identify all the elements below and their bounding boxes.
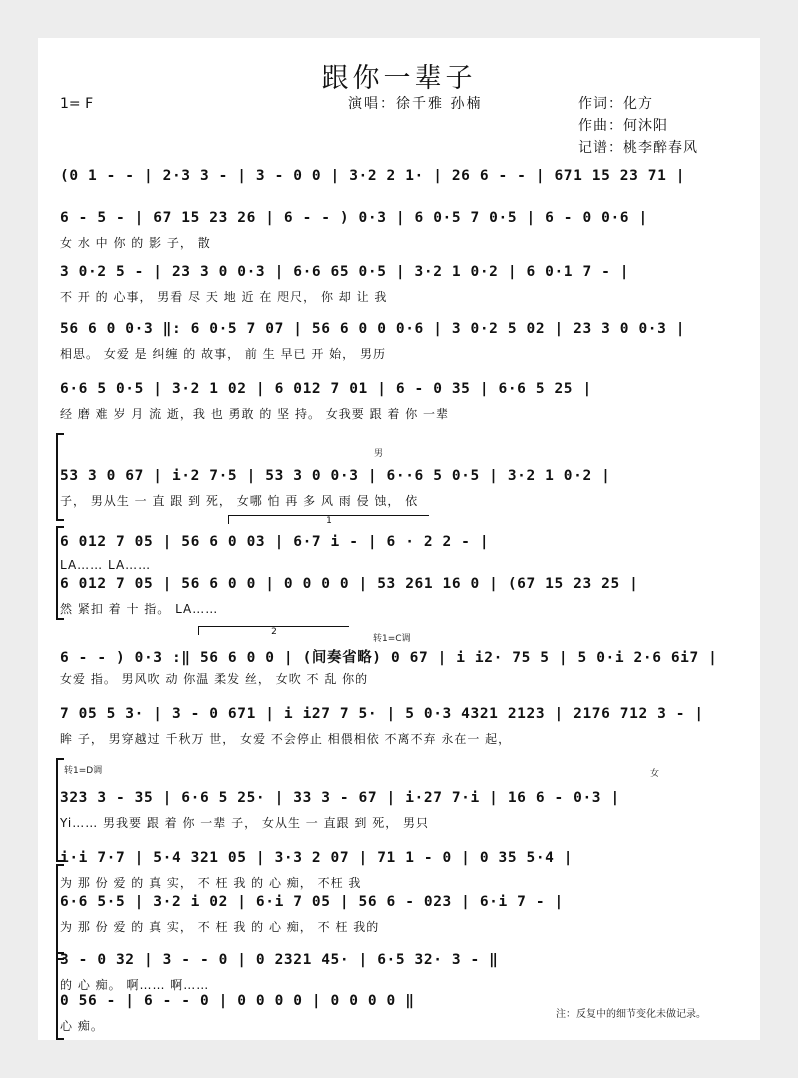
credits-block <box>578 93 698 159</box>
score-line <box>60 468 750 520</box>
notes-row: 6 012 7 05 | 56 6 0 0 | 0 0 0 0 | 53 261 16 0 | (67 15 23 25 | <box>60 576 639 592</box>
score-line <box>60 790 750 842</box>
lyrics-row: 眸 子， 男穿越过 千秋万 世， 女爱 不会停止 相偎相依 不离不弃 永在一 起， <box>60 732 512 746</box>
volta-2-marker: 2 <box>198 626 349 635</box>
notes-row: 6 012 7 05 | 56 6 0 03 | 6·7 i - | 6 · 2 2 - | <box>60 534 490 550</box>
notes-row: 0 56 - | 6 - - 0 | 0 0 0 0 | 0 0 0 0 ‖ <box>60 993 415 1009</box>
notes-row: 53 3 0 67 | i·2 7·5 | 53 3 0 0·3 | 6··6 5 0·5 | 3·2 1 0·2 | <box>60 468 611 484</box>
notes-row: 6 - 5 - | 67 15 23 26 | 6 - - ) 0·3 | 6 0·5 7 0·5 | 6 - 0 0·6 | <box>60 210 648 226</box>
notes-row: 6·6 5 0·5 | 3·2 1 02 | 6 012 7 01 | 6 - 0 35 | 6·6 5 25 | <box>60 381 592 397</box>
modulation-d-label: 转1=D调 <box>64 766 103 776</box>
notes-row: 6 - - ) 0·3 :‖ 56 6 0 0 | (间奏省略) 0 67 | i i2· 75 5 | 5 0·i 2·6 6i7 | <box>60 650 718 666</box>
key-signature: 1= F <box>60 96 94 112</box>
transcriber-credit: 记谱：桃李醉春风 <box>578 140 698 156</box>
lyrics-row: 女 水 中 你 的 影 子， 散 <box>60 236 211 250</box>
footnote: 注：反复中的细节变化未做记录。 <box>556 1009 706 1020</box>
score-line <box>60 210 750 262</box>
score-line <box>60 706 750 758</box>
score-sheet <box>38 38 760 1040</box>
composer-credit: 作曲：何沐阳 <box>578 118 668 134</box>
notes-row: 7 05 5 3· | 3 - 0 671 | i i27 7 5· | 5 0·3 4321 2123 | 2176 712 3 - | <box>60 706 704 722</box>
score-line <box>60 576 750 628</box>
notes-row: 3 0·2 5 - | 23 3 0 0·3 | 6·6 65 0·5 | 3·2 1 0·2 | 6 0·1 7 - | <box>60 264 630 280</box>
notes-row: 6·6 5·5 | 3·2 i 02 | 6·i 7 05 | 56 6 - 023 | 6·i 7 - | <box>60 894 564 910</box>
song-title: 跟你一辈子 <box>321 63 477 94</box>
lyrics-row: 为 那 份 爱 的 真 实， 不 枉 我 的 心 痴， 不 枉 我的 <box>60 920 380 934</box>
score-line <box>60 321 750 373</box>
lyrics-row: 然 紧扣 着 十 指。 LA…… <box>60 602 219 616</box>
notes-row: 56 6 0 0·3 ‖: 6 0·5 7 07 | 56 6 0 0 0·6 | 3 0·2 5 02 | 23 3 0 0·3 | <box>60 321 686 337</box>
notes-row: (0 1 - - | 2·3 3 - | 3 - 0 0 | 3·2 2 1· | 26 6 - - | 671 15 23 71 | <box>60 168 686 184</box>
score-line <box>60 646 750 698</box>
lyrics-row: 心 痴。 <box>60 1019 104 1033</box>
lyricist-credit: 作词：化方 <box>578 96 653 112</box>
lyrics-row: LA…… LA…… <box>60 558 152 572</box>
male-part-tag: 男 <box>374 449 384 459</box>
lyrics-row: 相思。 女爱 是 纠缠 的 故事， 前 生 早已 开 始， 男历 <box>60 347 386 361</box>
modulation-c-label: 转1=C调 <box>373 634 411 644</box>
notes-row: 3 - 0 32 | 3 - - 0 | 0 2321 45· | 6·5 32· 3 - ‖ <box>60 952 499 968</box>
singers: 演唱：徐千雅 孙楠 <box>348 96 483 112</box>
lyrics-row: 为 那 份 爱 的 真 实， 不 枉 我 的 心 痴， 不枉 我 <box>60 876 362 890</box>
volta-1-marker: 1 <box>228 515 429 524</box>
lyrics-row: 女爱 指。 男风吹 动 你温 柔发 丝， 女吹 不 乱 你的 <box>60 672 369 686</box>
score-line <box>60 264 750 316</box>
lyrics-row: 不 开 的 心事， 男看 尽 天 地 近 在 咫尺， 你 却 让 我 <box>60 290 388 304</box>
lyrics-row: 经 磨 难 岁 月 流 逝，我 也 勇敢 的 坚 持。 女我要 跟 着 你 一辈 <box>60 407 450 421</box>
notes-row: i·i 7·7 | 5·4 321 05 | 3·3 2 07 | 71 1 - 0 | 0 35 5·4 | <box>60 850 574 866</box>
lyrics-row: Yi…… 男我要 跟 着 你 一辈 子， 女从生 一 直跟 到 死， 男只 <box>60 816 430 830</box>
lyrics-row: 子， 男从生 一 直 跟 到 死， 女哪 怕 再 多 风 雨 侵 蚀， 依 <box>60 494 419 508</box>
lyrics-row: 的 心 痴。 啊…… 啊…… <box>60 978 210 992</box>
score-line <box>60 894 750 946</box>
female-part-tag: 女 <box>650 769 660 779</box>
notes-row: 323 3 - 35 | 6·6 5 25· | 33 3 - 67 | i·27 7·i | 16 6 - 0·3 | <box>60 790 620 806</box>
score-line <box>60 381 750 433</box>
